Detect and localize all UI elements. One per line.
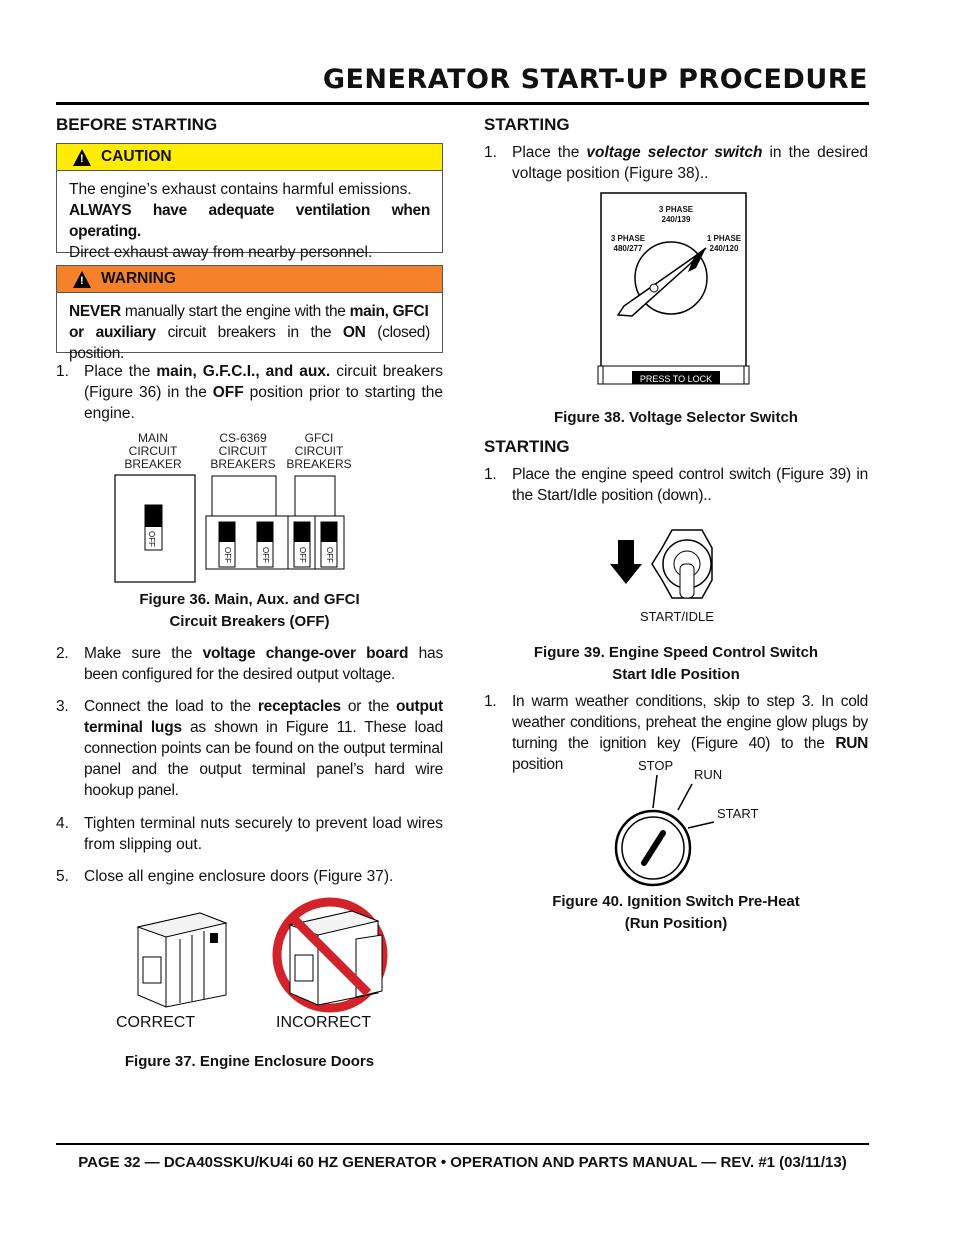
gfci-breaker-label: GFCI CIRCUIT BREAKERS (286, 431, 352, 471)
warning-text-c: or auxiliary (69, 324, 156, 341)
generator-open-image (277, 902, 383, 1008)
warning-text-on: ON (342, 324, 366, 341)
figure-37-caption: Figure 37. Engine Enclosure Doors (124, 1053, 375, 1070)
off-label: OFF (223, 547, 232, 563)
caution-line1: The engine’s exhaust contains harmful emissions. (69, 181, 412, 198)
figure-40-ignition-switch (610, 770, 770, 890)
start-label: START (717, 806, 759, 821)
warning-text-b: main, GFCI (349, 303, 429, 320)
caution-line3: Direct exhaust away from nearby personnel. (69, 244, 373, 261)
page-footer: PAGE 32 — DCA40SSKU/KU4i 60 HZ GENERATOR • OPERATION AND PARTS MANUAL — REV. #1 (03/11/13) (78, 1154, 847, 1171)
bottom-rule (56, 1143, 869, 1145)
before-starting-heading: BEFORE STARTING (56, 115, 218, 134)
top-rule (56, 102, 869, 105)
figure-36 (108, 430, 368, 590)
off-label: OFF (298, 547, 307, 563)
warning-label: WARNING (101, 270, 176, 287)
incorrect-label: INCORRECT (276, 1014, 372, 1031)
off-label: OFF (261, 547, 270, 563)
left-step-2: 2. Make sure the voltage change-over board has been configured for the desired output voltage. (56, 645, 443, 683)
figure-39-caption: Figure 39. Engine Speed Control Switch Start Idle Position (533, 644, 819, 683)
left-step-5: 5. Close all engine enclosure doors (Figure 37). (56, 868, 394, 885)
caution-text (57, 171, 442, 263)
warning-text-d: circuit breakers in the (155, 324, 343, 341)
cs-breaker-label: CS-6369 CIRCUIT BREAKERS (210, 431, 276, 471)
warning-triangle-icon: ! (73, 271, 91, 288)
starting-heading-1: STARTING (484, 115, 570, 134)
warning-box (56, 265, 443, 362)
left-step-4: 4. Tighten terminal nuts securely to prevent load wires from slipping out. (56, 815, 443, 853)
step-number: 1. (56, 363, 69, 380)
warning-never: NEVER (69, 303, 121, 320)
generator-closed-image (138, 913, 226, 1007)
start-idle-label: START/IDLE (640, 609, 714, 624)
warning-text-a: manually start the engine with the (120, 303, 350, 320)
figure-36-caption: Figure 36. Main, Aux. and GFCI Circuit Breakers (OFF) (139, 591, 360, 630)
voltage-left-label: 3 PHASE 480/277 (610, 234, 646, 253)
caution-header (57, 144, 442, 171)
run-label: RUN (694, 767, 723, 782)
page-title: GENERATOR START-UP PROCEDURE (322, 64, 868, 95)
warning-header (57, 266, 442, 293)
breaker-diagram (108, 470, 368, 585)
caution-label: CAUTION (101, 148, 172, 165)
step-text: Place the main, G.F.C.I., and aux. circuit breakers (Figure 36) in the OFF position prior to starting the engine. (84, 363, 443, 422)
voltage-right-label: 1 PHASE 240/120 (706, 234, 742, 253)
off-label: OFF (325, 547, 334, 563)
voltage-top-label: 3 PHASE 240/139 (658, 205, 694, 224)
caution-box (56, 143, 443, 261)
right-step-1: 1. Place the voltage selector switch in the desired voltage position (Figure 38).. (484, 144, 869, 182)
figure-38-caption: Figure 38. Voltage Selector Switch (554, 409, 798, 426)
warning-text (57, 293, 442, 364)
right-step-3: 1. In warm weather conditions, skip to step 3. In cold weather conditions, preheat the engine glow plugs by turning the ignition key (Figure 40) to the RUN position (484, 693, 868, 773)
figure-39-speed-switch (606, 528, 726, 613)
main-breaker-label: MAIN CIRCUIT BREAKER (124, 431, 182, 471)
left-step-3: 3. Connect the load to the receptacles or the output terminal lugs as shown in Figure 11. These load connection points can be found on the output terminal panel and the output terminal panel’s hard wire hookup panel. (56, 698, 443, 799)
starting-heading-2: STARTING (484, 437, 570, 456)
right-step-2: 1. Place the engine speed control switch (Figure 39) in the Start/Idle position (down).. (484, 466, 868, 504)
warning-text-e: (closed) position. (69, 324, 430, 362)
figure-37 (130, 895, 400, 1015)
off-label: OFF (147, 531, 156, 547)
caution-line2: ALWAYS have adequate ventilation when operating. (69, 202, 430, 240)
left-step-1 (56, 361, 443, 427)
correct-label: CORRECT (116, 1014, 196, 1031)
stop-label: STOP (638, 758, 674, 773)
warning-triangle-icon: ! (73, 149, 91, 166)
press-to-lock-label: PRESS TO LOCK (639, 374, 713, 384)
figure-40-caption: Figure 40. Ignition Switch Pre-Heat (Run Position) (552, 893, 800, 932)
